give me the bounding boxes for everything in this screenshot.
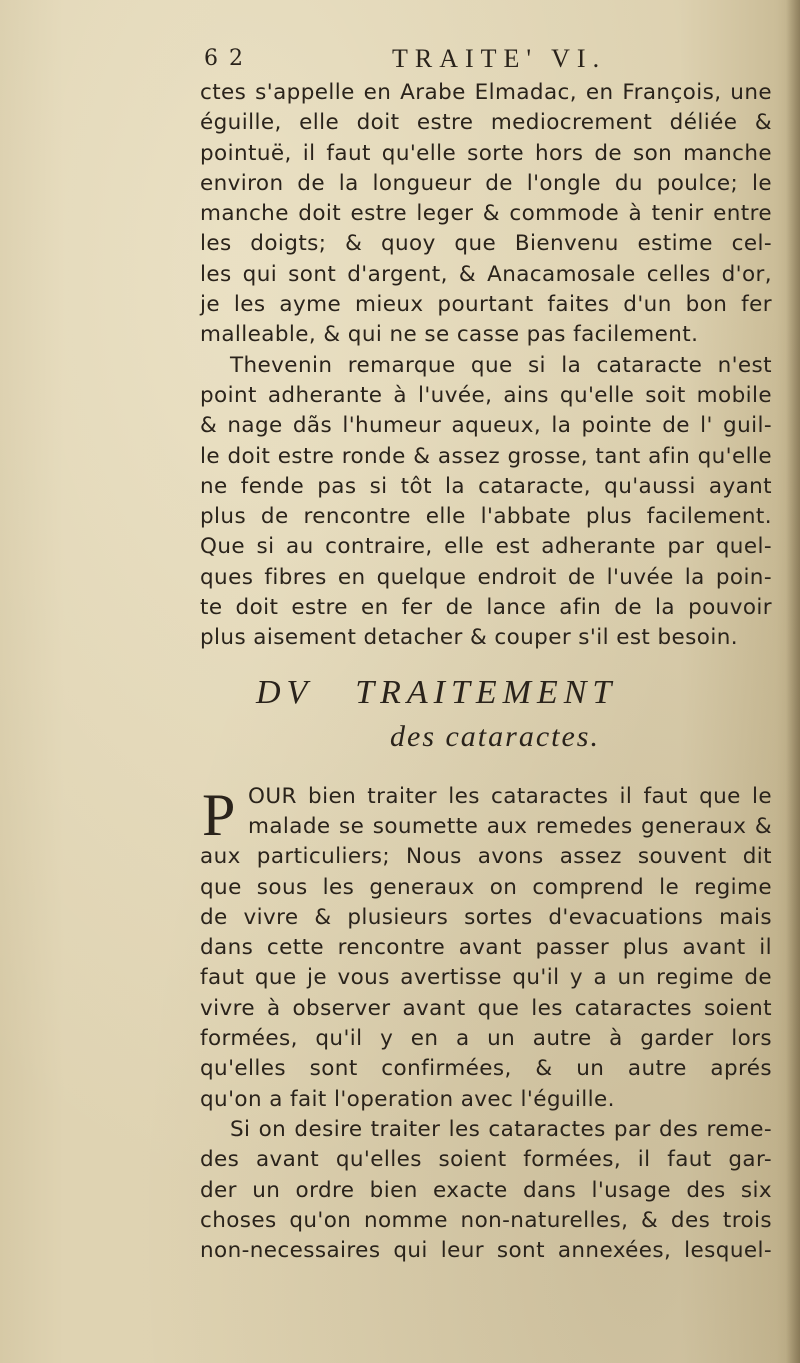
running-title: TRAITE' VI. <box>392 44 607 73</box>
text-line: point adherante à l'uvée, ains qu'elle soit mobile <box>200 382 772 408</box>
text-line: environ de la longueur de l'ongle du poulce; le <box>200 170 772 196</box>
text-line: vivre à observer avant que les cataractes soient <box>200 995 772 1021</box>
text-line: les doigts; & quoy que Bienvenu estime cel- <box>200 231 772 257</box>
text-line: des avant qu'elles soient formées, il faut gar- <box>200 1147 772 1173</box>
text-line: pointuë, il faut qu'elle sorte hors de son manche <box>200 140 772 166</box>
section-subheading <box>200 718 772 768</box>
text-line: de vivre & plusieurs sortes d'evacuations mais <box>200 904 772 930</box>
text-line: aux particuliers; Nous avons assez souvent dit <box>200 844 772 870</box>
first-word-rest: OUR <box>248 783 297 809</box>
text-line: & nage dãs l'humeur aqueux, la pointe de l' guil- <box>200 413 772 439</box>
text-line: plus aisement detacher & couper s'il est besoin. <box>200 625 738 651</box>
text-line: éguille, elle doit estre mediocrement déliée & <box>200 110 772 136</box>
paragraph-2 <box>200 351 772 654</box>
text-line: te doit estre en fer de lance afin de la pouvoir <box>200 595 772 621</box>
text-line: les qui sont d'argent, & Anacamosale celles d'or, <box>200 261 772 287</box>
text-line: faut que je vous avertisse qu'il y a un regime de <box>200 965 772 991</box>
text-line: je les ayme mieux pourtant faites d'un bon fer <box>200 292 772 318</box>
page-edge-shadow <box>786 0 800 1363</box>
text-line: der un ordre bien exacte dans l'usage des six <box>200 1177 772 1203</box>
text-line: Que si au contraire, elle est adherante par quel- <box>200 534 772 560</box>
paragraph-1 <box>200 78 772 351</box>
running-head <box>200 38 772 78</box>
text-line: formées, qu'il y en a un autre à garder lors <box>200 1026 772 1052</box>
text-line: ne fende pas si tôt la cataracte, qu'aussi ayant <box>200 473 772 499</box>
text-line: Thevenin remarque que si la cataracte n'est <box>230 352 772 378</box>
text-line: manche doit estre leger & commode à tenir entre <box>200 201 772 227</box>
paragraph-3 <box>200 782 772 1115</box>
text-line <box>200 782 772 812</box>
text-line: qu'elles sont confirmées, & un autre aprés <box>200 1056 772 1082</box>
text-line: malleable, & qui ne se casse pas facilement. <box>200 322 699 348</box>
text-line: ctes s'appelle en Arabe Elmadac, en François, une <box>200 80 772 105</box>
text-line: le doit estre ronde & assez grosse, tant afin qu'elle <box>200 443 772 469</box>
paragraph-4 <box>200 1115 772 1266</box>
text-line: choses qu'on nomme non-naturelles, & des trois <box>200 1207 772 1233</box>
text-line: ques fibres en quelque endroit de l'uvée la poin- <box>200 564 772 590</box>
text-line: Si on desire traiter les cataractes par des reme- <box>230 1116 772 1142</box>
text-line: plus de rencontre elle l'abbate plus facilement. <box>200 504 772 530</box>
text-line: qu'on a fait l'operation avec l'éguille. <box>200 1086 615 1112</box>
section-subtitle: des cataractes. <box>390 719 600 753</box>
page-number: 6 2 <box>204 46 245 71</box>
text-block <box>200 38 772 1266</box>
drop-cap: P <box>202 781 236 848</box>
text-line: dans cette rencontre avant passer plus avant il <box>200 935 772 961</box>
text-line: que sous les generaux on comprend le regime <box>200 874 772 900</box>
text-line: malade se soumette aux remedes generaux & <box>248 813 772 839</box>
section-heading <box>200 674 772 718</box>
text-line-rest: bien traiter les cataractes il faut que le <box>308 783 773 809</box>
section-title: DV TRAITEMENT <box>256 673 618 711</box>
text-line: non-necessaires qui leur sont annexées, lesquel- <box>200 1238 772 1264</box>
